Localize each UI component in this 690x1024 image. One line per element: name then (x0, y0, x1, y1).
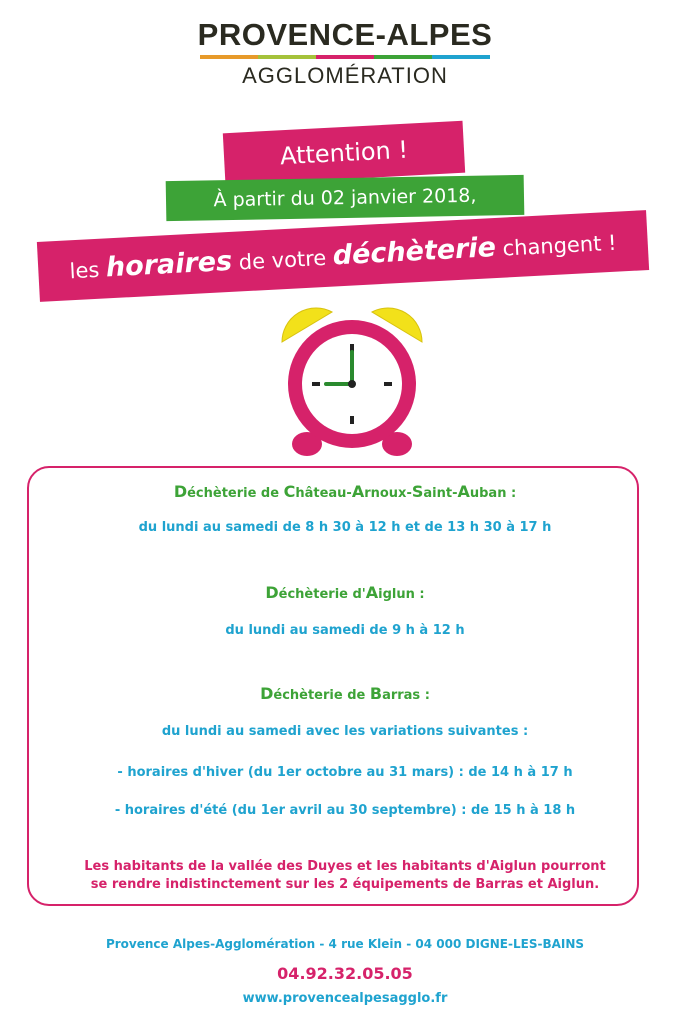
site-hours-barras-winter: - horaires d'hiver (du 1er octobre au 31 mars) : de 14 h à 17 h (117, 765, 573, 780)
site-title-aiglun: Déchèterie d'Aiglun : (265, 583, 425, 602)
site-hours-barras-summer: - horaires d'été (du 1er avril au 30 septembre) : de 15 h à 18 h (114, 803, 576, 818)
note-line-1: Les habitants de la vallée des Duyes et les habitants d'Aiglun pourront (84, 859, 606, 874)
logo-bar-segment (200, 55, 258, 59)
banner-text: de votre (238, 245, 327, 275)
alarm-clock-icon (262, 302, 442, 462)
banner-text: les (69, 257, 100, 284)
site-title-barras: Déchèterie de Barras : (260, 684, 430, 703)
logo-bar-segment (258, 55, 316, 59)
brand-logo (0, 18, 690, 89)
footer-phone[interactable]: 04.92.32.05.05 (277, 964, 413, 983)
site-hours-barras: du lundi au samedi avec les variations suivantes : (161, 724, 529, 739)
site-hours-chateau-arnoux: du lundi au samedi de 8 h 30 à 12 h et de 13 h 30 à 17 h (138, 520, 552, 535)
attention-banner: Attention ! (223, 121, 465, 185)
site-title-chateau-arnoux: Déchèterie de Château-Arnoux-Saint-Auban : (173, 482, 517, 501)
footer-website-link[interactable]: www.provencealpesagglo.fr (242, 991, 448, 1006)
hours-change-banner (37, 210, 649, 302)
logo-bar-segment (316, 55, 374, 59)
note-line-2: se rendre indistinctement sur les 2 équipements de Barras et Aiglun. (90, 877, 600, 892)
banner-text: changent ! (502, 230, 618, 261)
banner-emphasis-decheterie: déchèterie (332, 232, 497, 272)
site-hours-aiglun: du lundi au samedi de 9 h à 12 h (225, 623, 465, 638)
banner-emphasis-horaires: horaires (105, 245, 233, 284)
logo-subtitle: AGGLOMÉRATION (242, 63, 448, 88)
logo-bar-segment (432, 55, 490, 59)
logo-color-bar (0, 55, 690, 59)
date-banner: À partir du 02 janvier 2018, (166, 175, 525, 221)
footer-address: Provence Alpes-Agglomération - 4 rue Klein - 04 000 DIGNE-LES-BAINS (105, 937, 585, 951)
logo-bar-segment (374, 55, 432, 59)
logo-title: PROVENCE-ALPES (197, 17, 493, 52)
